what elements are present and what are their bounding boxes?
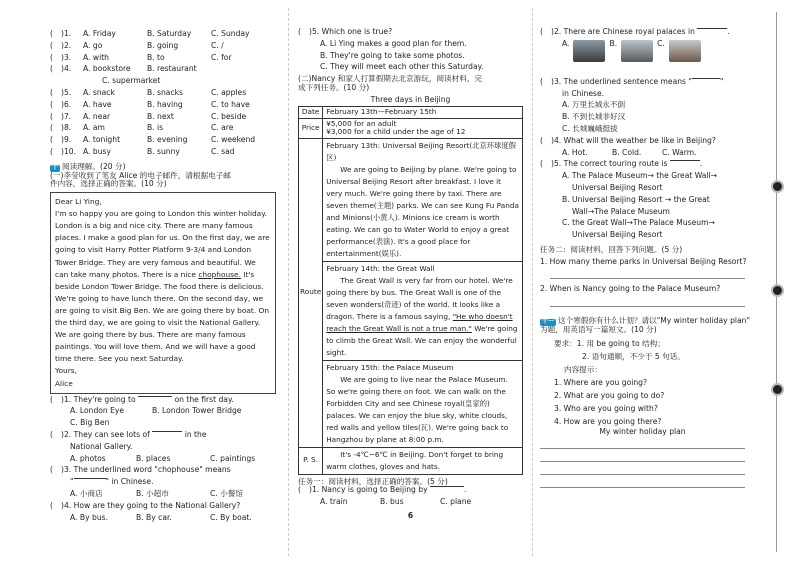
day3-title: February 15th: the Palace Museum xyxy=(326,362,454,372)
question-number: )8. xyxy=(61,123,72,133)
option-text: C. to have xyxy=(211,99,250,109)
answer-paren[interactable]: ( xyxy=(50,29,53,38)
page-number: 6 xyxy=(407,510,414,520)
day1-text: We are going to Beijing by plane. We're going to Universal Beijing Resort after breakfast. I love it very much. We're going there by taxi. There are seven theme(主题) parks. We can see Kung Fu Panda and Minions(小黄人). Minions ice cream is worth eating. We can go to Water World to enjoy a great performance(表演). It's a good place for entertainment(娱乐). xyxy=(326,164,519,258)
option-text: B. restaurant xyxy=(147,64,197,74)
writing-line[interactable] xyxy=(540,475,745,488)
answer-blank[interactable] xyxy=(152,431,182,432)
reading-a-question-4: ( )4. How are they going to the National Gallery? A. By bus. B. By car. C. By boat. xyxy=(50,500,252,522)
day2-text: The Great Wall is very far from our hotel. We're going there by bus. The Great Wall is one of the seven wonders(奇迹) of the world. It looks like a dragon. There is a famous saying, "He who doesn't reach the Great Wall is not a true man." We're going to climb the Great Wall. We can enjoy the wonderful sight. xyxy=(326,275,518,357)
reading-a-question-1: ( )1. They're going to on the first day. A. London Eye B. London Tower Bridge C. Big Ben xyxy=(50,394,242,428)
binding-hole xyxy=(771,180,784,193)
option-text: A. tonight xyxy=(83,135,121,145)
option-text: A. near xyxy=(83,111,111,121)
option-text: C. are xyxy=(211,123,234,133)
option-text: A. with xyxy=(83,52,109,62)
option-text: B. going xyxy=(147,40,179,50)
day3-text: We are going to live near the Palace Museum. So we're going there on foot. We can walk on the Forbidden City and see Chinese royal(皇家的) palaces. We can enjoy the blue sky, white clouds, red walls and yellow tiles(瓦). We're going back to Hangzhou by plane at 8:00 p.m. xyxy=(326,374,509,444)
left-column xyxy=(50,30,276,525)
day1-title: February 13th: Universal Beijing Resort(北京环球度假区) xyxy=(326,140,516,162)
answer-paren[interactable]: ( xyxy=(50,123,53,133)
option-text: B. next xyxy=(147,111,174,121)
answer-line[interactable] xyxy=(550,294,745,307)
answer-blank[interactable] xyxy=(670,160,700,161)
answer-paren[interactable]: ( xyxy=(50,40,53,50)
question-number: )10. xyxy=(61,146,77,156)
essay-title: My winter holiday plan xyxy=(599,426,686,436)
answer-paren[interactable]: ( xyxy=(50,135,53,145)
option-text: C. weekend xyxy=(211,135,256,145)
writing-line[interactable] xyxy=(540,462,745,475)
option-text: B. evening xyxy=(147,135,188,145)
writing-line[interactable] xyxy=(540,436,745,449)
table-row xyxy=(299,118,523,138)
ps-label: P. S. xyxy=(299,447,323,474)
subsection-b-instruction-line2: 成下列任务。(10 分) xyxy=(298,82,370,92)
task1-question-1: ( )1. Nancy is going to Beijing by . A. train B. bus C. plane xyxy=(298,485,472,507)
section-badge: 十 xyxy=(52,163,59,171)
great-wall-image xyxy=(621,40,653,62)
reading-a-question-5: ( )5. Which one is true? A. Li Ying makes a good plan for them. B. They're going to take some photos. C. They will meet each other this Saturday. xyxy=(298,27,484,72)
option-text: C. apples xyxy=(211,87,247,97)
travel-plan-table xyxy=(298,106,523,474)
answer-blank[interactable] xyxy=(74,478,106,479)
option-text: C. for xyxy=(211,52,232,62)
answer-question-2: 2. When is Nancy going to the Palace Museum? xyxy=(540,284,721,294)
task1-instruction: 任务一：阅读材料，选择正确的答案。(5 分) xyxy=(298,476,448,486)
price-label: Price xyxy=(299,118,323,138)
question-number: )7. xyxy=(61,111,72,121)
option-text: A. am xyxy=(83,123,105,133)
option-text: B. is xyxy=(147,123,164,133)
answer-paren[interactable]: ( xyxy=(50,52,53,62)
option-text: B. snacks xyxy=(147,87,183,97)
reading-a-question-3: ( )3. The underlined word "chophouse" means " " in Chinese. A. 小商店 B. 小超市 C. 小餐馆 xyxy=(50,465,243,498)
task1-question-3: ( )3. The underlined sentence means " " in Chinese. A. 万里长城永不倒 B. 不到长城非好汉 C. 长城巍峨挺拔 xyxy=(540,76,724,133)
answer-paren[interactable]: ( xyxy=(50,87,53,97)
resort-globe-image xyxy=(573,40,605,62)
answer-question-1: 1. How many theme parks in Universal Beijing Resort? xyxy=(540,256,747,266)
answer-paren[interactable]: ( xyxy=(50,146,53,156)
option-text: A. bookstore xyxy=(83,64,131,74)
binding-hole xyxy=(771,284,784,297)
palace-museum-image xyxy=(669,40,701,62)
date-value: February 13th—February 15th xyxy=(323,107,523,118)
cloze-option-row xyxy=(50,101,276,113)
option-text: C. sad xyxy=(211,146,235,156)
option-text: B. to xyxy=(147,52,165,62)
answer-blank[interactable] xyxy=(692,78,720,79)
option-text: B. having xyxy=(147,99,183,109)
writing-requirements: 要求：1. 用 be going to 结构； 2. 语句通顺，不少于 5 句话。 内容提示： 1. Where are you going? 2. What are you going to do? 3. Who are you going with? 4. How are you going there? xyxy=(554,338,685,426)
table-row xyxy=(299,107,523,118)
cloze-options-list xyxy=(50,30,276,160)
task1-question-4: ( )4. What will the weather be like in Beijing? A. Hot. B. Cold. C. Warm. xyxy=(540,135,716,157)
task2-instruction: 任务二：阅读材料，回答下列问题。(5 分) xyxy=(540,244,683,254)
table-row xyxy=(299,261,523,360)
option-text: C. beside xyxy=(211,111,247,121)
ps-text: It's -4℃~6℃ in Beijing. Don't forget to bring warm clothes, gloves and hats. xyxy=(323,447,523,474)
answer-blank[interactable] xyxy=(138,396,172,397)
section-title: 阅读理解。(20 分) xyxy=(62,161,126,171)
subsection-b-instruction: (二)Nancy 和家人打算假期去北京游玩，阅读材料，完 xyxy=(298,74,483,84)
route-label: Route xyxy=(299,138,323,447)
cloze-option-row xyxy=(50,65,276,77)
option-text: A. busy xyxy=(83,146,111,156)
middle-column xyxy=(298,28,523,521)
table-row xyxy=(299,138,523,261)
underlined-sentence: "He who doesn't reach the Great Wall is not a true man." xyxy=(326,311,513,333)
question-number: )1. xyxy=(61,29,72,38)
answer-paren[interactable]: ( xyxy=(50,99,53,109)
column-divider xyxy=(532,8,533,556)
question-number: )5. xyxy=(61,87,72,97)
option-text: B. Saturday xyxy=(147,29,192,38)
price-child: ¥3,000 for a child under the age of 12 xyxy=(326,127,466,137)
binding-guide-line xyxy=(776,12,777,552)
section-badge: 十一 xyxy=(542,318,555,326)
answer-paren[interactable]: ( xyxy=(50,111,53,121)
question-number: )4. xyxy=(61,64,72,74)
option-text: B. sunny xyxy=(147,146,180,156)
writing-line[interactable] xyxy=(540,449,745,462)
answer-line[interactable] xyxy=(550,266,745,279)
question-number: )6. xyxy=(61,99,72,109)
letter-body: I'm so happy you are going to London this winter holiday. London is a big and nice city. There are many famous places. I make a good plan for us. On the first day, we are going to visit Harry Potter Platform 9-3/4 and London Tower Bridge. They are very famous and beautiful. We can take many photos. There is a nice chophouse. It's beside London Tower Bridge. The food there is delicious. We're going to have lunch there. On the second day, we are going to visit Big Ben. We are going there by boat. On the third day, we are going to visit the National Gallery. We are going there by bus. There are many famous paintings. You will love them. And we will have a good time there. See you next Saturday. xyxy=(55,209,270,364)
option-text: A. have xyxy=(83,99,112,109)
task1-question-2: ( )2. There are Chinese royal palaces in . A. B. C. xyxy=(540,28,745,78)
subsection-a-instruction-line2: 件内容，选择正确的答案。(10 分) xyxy=(50,179,167,189)
question-number: )9. xyxy=(61,135,72,145)
cloze-option-row xyxy=(50,89,276,101)
option-text: C. / xyxy=(211,40,224,50)
option-text: A. snack xyxy=(83,87,115,97)
day2-title: February 14th: the Great Wall xyxy=(326,263,435,273)
option-text: C. supermarket xyxy=(102,76,161,86)
letter-greeting: Dear Li Ying, xyxy=(55,197,102,207)
cloze-option-row xyxy=(50,148,276,160)
question-number: )2. xyxy=(61,40,72,50)
writing-title: 这个寒假你有什么计划？请以"My winter holiday plan" xyxy=(558,316,750,326)
table-row xyxy=(299,447,523,474)
answer-paren[interactable]: ( xyxy=(50,64,53,74)
answer-blank[interactable] xyxy=(430,486,464,487)
letter-signature: Alice xyxy=(55,378,73,388)
option-text: A. Friday xyxy=(83,29,116,38)
answer-blank[interactable] xyxy=(697,28,727,29)
price-adult: ¥5,000 for an adult xyxy=(326,118,397,128)
writing-title-line2: 为题，用英语写一篇短文。(10 分) xyxy=(540,325,657,334)
reading-a-question-2: ( )2. They can see lots of in the National Gallery. A. photos B. places C. paintings xyxy=(50,429,256,463)
table-title: Three days in Beijing xyxy=(370,94,451,104)
question-number: )3. xyxy=(61,52,72,62)
binding-hole xyxy=(771,383,784,396)
table-row xyxy=(299,360,523,447)
right-column xyxy=(540,27,750,488)
task1-question-5: ( )5. The correct touring route is . A. The Palace Museum→ the Great Wall→ Universal Beijing Resort B. Universal Beijing Resort → the Great Wall→The Palace Museum C. the Great Wall→The Palace Museum→ Universal Beijing Resort xyxy=(540,159,718,240)
subsection-a-instruction: (一)李莹收到了笔友 Alice 的电子邮件，请根据电子邮 xyxy=(50,170,231,180)
underlined-word: chophouse. xyxy=(198,269,241,279)
option-text: A. go xyxy=(83,40,103,50)
letter-closing: Yours, xyxy=(55,366,77,376)
date-label: Date xyxy=(299,107,323,118)
cloze-option-row xyxy=(50,42,276,54)
option-text: C. Sunday xyxy=(211,29,250,38)
email-letter xyxy=(50,192,276,394)
column-divider xyxy=(288,8,289,556)
